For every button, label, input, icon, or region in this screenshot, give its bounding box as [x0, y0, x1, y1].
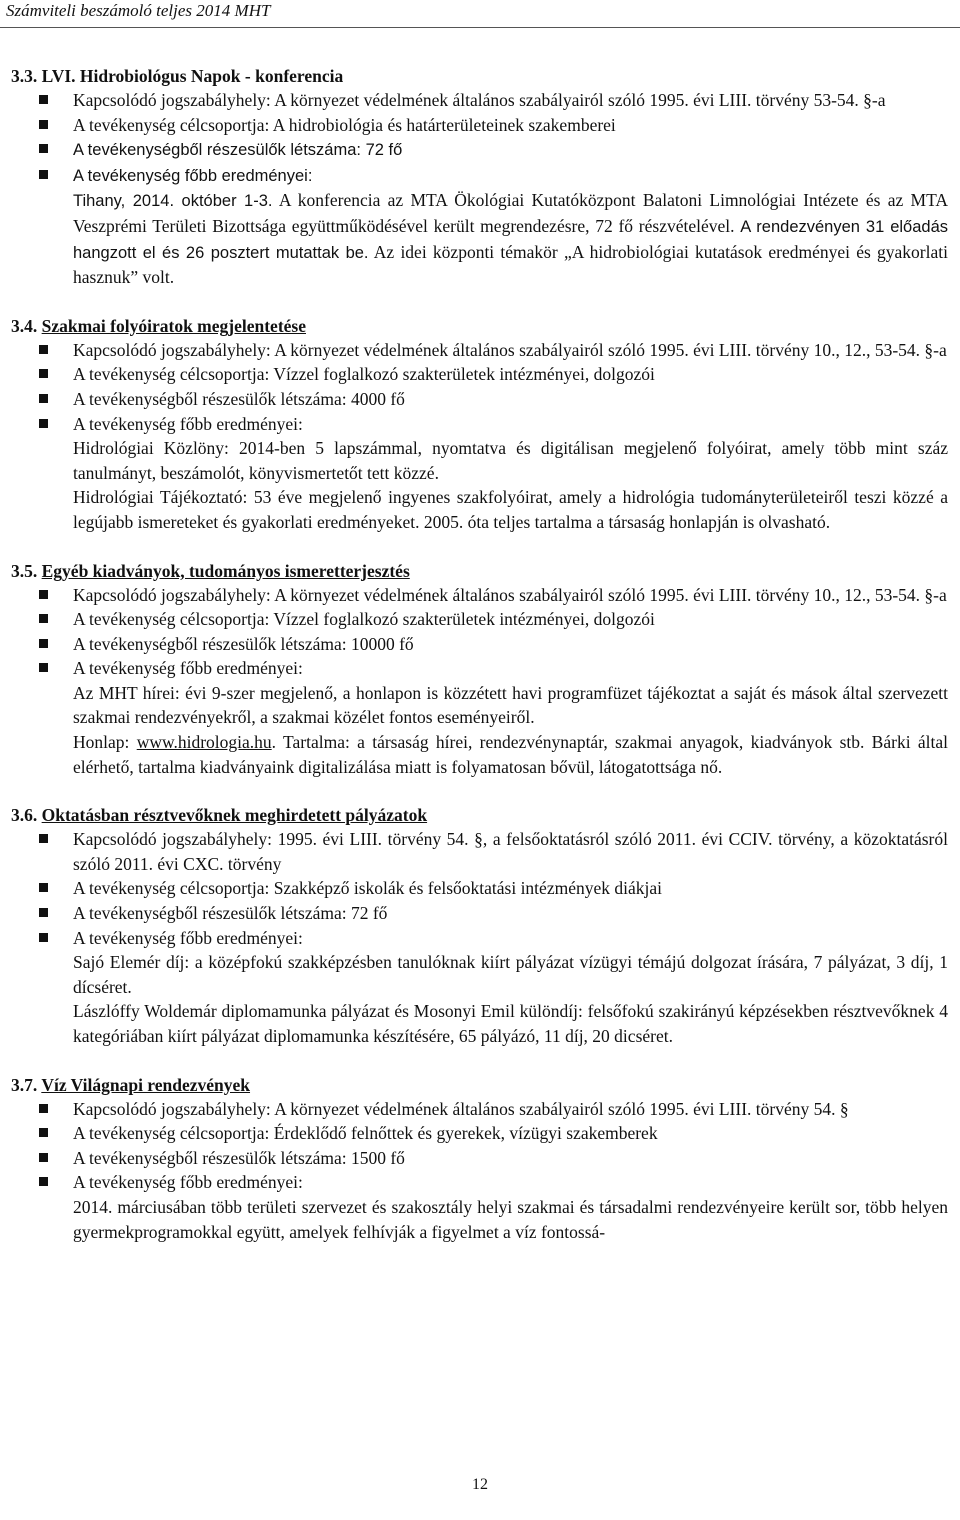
square-bullet-icon — [39, 1153, 48, 1162]
square-bullet-icon — [39, 590, 48, 599]
list-item — [8, 1146, 952, 1171]
item-list — [8, 827, 952, 950]
results-label: A tevékenység főbb eredményei: — [73, 413, 303, 434]
square-bullet-icon — [39, 1128, 48, 1137]
section-number: 3.7. — [11, 1074, 38, 1095]
section-3-5 — [8, 559, 952, 780]
running-header-title: Számviteli beszámoló teljes 2014 MHT — [6, 1, 271, 20]
spacer — [0, 1049, 960, 1073]
legal-basis-text: Kapcsolódó jogszabályhely: A környezet védelmének általános szabályairól szóló 1995. évi LIII. törvény 10., 12., 53-54. §-a — [73, 339, 947, 360]
square-bullet-icon — [39, 908, 48, 917]
results-text-3: Az idei központi témakör „A hidrobiológiai kutatások eredményei és gyakorlati hasznuk” volt. — [73, 241, 948, 288]
item-list — [8, 1097, 952, 1195]
section-heading — [8, 803, 952, 827]
list-item — [8, 338, 952, 363]
list-item — [8, 827, 952, 876]
running-header — [0, 0, 960, 28]
square-bullet-icon — [39, 834, 48, 843]
list-item — [8, 1121, 952, 1146]
list-item — [8, 113, 952, 138]
item-list — [8, 583, 952, 681]
square-bullet-icon — [39, 883, 48, 892]
results-paragraph: Hidrológiai Közlöny: 2014-ben 5 lapszámmal, nyomtatva és digitálisan megjelenő folyóirat, amely több mint száz tanulmányt, beszámolót, könyvismertetőt tett közzé. — [73, 438, 948, 483]
website-label: Honlap: — [73, 732, 137, 753]
participants-text: A tevékenységből részesülők létszáma: 72 fő — [73, 903, 388, 924]
square-bullet-icon — [39, 345, 48, 354]
legal-basis-text: Kapcsolódó jogszabályhely: 1995. évi LIII. törvény 54. §, a felsőoktatásról szóló 2011. évi CCIV. törvény, a közoktatásról szóló 2011. évi CXC. törvény — [73, 829, 948, 874]
results-text-2: A rendezvényen 31 előadás hangzott el és 26 posztert mutattak be. — [73, 217, 949, 262]
list-item — [8, 656, 952, 681]
list-item — [8, 137, 952, 163]
spacer — [0, 779, 960, 803]
list-item — [8, 412, 952, 437]
section-title: LVI. Hidrobiológus Napok - konferencia — [41, 66, 344, 86]
square-bullet-icon — [39, 639, 48, 648]
section-title: Oktatásban résztvevőknek meghirdetett pályázatok — [41, 805, 428, 826]
document-body — [0, 64, 960, 1244]
section-3-6 — [8, 803, 952, 1048]
item-list — [8, 338, 952, 436]
website-description: . Tartalma: a társaság hírei, rendezvénynaptár, szakmai anyagok, kiadványok stb. Bárki által elérhető, tartalma kiadványaink digitalizálása miatt is folyamatosan bővül, látogatottsága nő. — [73, 732, 948, 777]
target-group-text: A tevékenység célcsoportja: A hidrobiológia és határterületeinek szakemberei — [73, 114, 616, 135]
results-label: A tevékenység főbb eredményei: — [73, 658, 303, 679]
list-item — [8, 88, 952, 113]
square-bullet-icon — [39, 170, 48, 179]
results-paragraph: Hidrológiai Tájékoztató: 53 éve megjelenő ingyenes szakfolyóirat, amely a hidrológia tudományterületeiről teszi közzé a legújabb ismereteket és gyakorlati eredményeket. 2005. óta teljes tartalma a társaság honlapján is olvasható. — [73, 487, 948, 532]
target-group-text: A tevékenység célcsoportja: Vízzel foglalkozó szakterületek intézményei, dolgozói — [73, 609, 655, 630]
participants-text: A tevékenységből részesülők létszáma: 72 fő — [73, 141, 403, 160]
list-item — [8, 901, 952, 926]
list-item — [8, 362, 952, 387]
section-title: Víz Világnapi rendezvények — [41, 1074, 251, 1095]
square-bullet-icon — [39, 144, 48, 153]
legal-basis-text: Kapcsolódó jogszabályhely: A környezet védelmének általános szabályairól szóló 1995. évi LIII. törvény 54. § — [73, 1098, 849, 1119]
square-bullet-icon — [39, 1104, 48, 1113]
square-bullet-icon — [39, 663, 48, 672]
list-item — [8, 163, 952, 189]
section-heading — [8, 559, 952, 583]
section-title: Szakmai folyóiratok megjelentetése — [41, 315, 306, 336]
list-item — [8, 387, 952, 412]
list-item — [8, 1170, 952, 1195]
square-bullet-icon — [39, 394, 48, 403]
results-paragraph: Sajó Elemér díj: a középfokú szakképzésben tanulóknak kiírt pályázat vízügyi témájú dolgozat írására, 7 pályázat, 3 díj, 1 dícséret. — [73, 952, 948, 997]
square-bullet-icon — [39, 120, 48, 129]
event-date: Tihany, 2014. október 1-3. — [73, 192, 273, 211]
results-label: A tevékenység főbb eredményei: — [73, 1172, 303, 1193]
results-label: A tevékenység főbb eredményei: — [73, 927, 303, 948]
results-paragraph: Az MHT hírei: évi 9-szer megjelenő, a honlapon is közzétett havi programfüzet tájékoztat a saját és mások által szervezett szakmai rendezvényekről, a szakmai közélet fontos eseményeiről. — [73, 682, 948, 728]
square-bullet-icon — [39, 95, 48, 104]
section-title: Egyéb kiadványok, tudományos ismeretterjesztés — [41, 560, 410, 581]
page-number: 12 — [472, 1476, 488, 1493]
results-text: A konferencia az MTA Ökológiai Kutatóközpont Balatoni Limnológiai Intézete és az MTA Veszprémi Területi Bizottsága együttműködésével került megrendezésre, 72 fő részvételével. — [73, 190, 948, 236]
results-paragraph: Lászlóffy Woldemár diplomamunka pályázat és Mosonyi Emil különdíj: felsőfokú szakirányú képzésekben résztvevőknek 4 kategóriában kiírt pályázat diplomamunka készítésére, 65 pályázó, 11 díj, 20 dicséret. — [73, 1001, 948, 1046]
section-number: 3.4. — [11, 315, 38, 336]
spacer — [0, 535, 960, 559]
list-item — [8, 876, 952, 901]
list-item — [8, 607, 952, 632]
section-number: 3.3. — [11, 66, 38, 86]
target-group-text: A tevékenység célcsoportja: Szakképző iskolák és felsőoktatási intézmények diákjai — [73, 878, 662, 899]
section-number: 3.6. — [11, 805, 38, 826]
list-item — [8, 632, 952, 657]
square-bullet-icon — [39, 369, 48, 378]
section-3-3 — [8, 64, 952, 290]
section-heading — [8, 64, 952, 88]
participants-text: A tevékenységből részesülők létszáma: 4000 fő — [73, 388, 405, 409]
list-item — [8, 583, 952, 608]
item-list — [8, 88, 952, 188]
section-3-7 — [8, 1073, 952, 1245]
list-item — [8, 1097, 952, 1122]
results-paragraph — [8, 730, 952, 779]
results-paragraph: 2014. márciusában több területi szervezet és szakosztály helyi szakmai és társadalmi rendezvényeire került sor, több helyen gyermekprogramokkal együtt, amelyek felhívják a figyelmet a víz fontossá- — [73, 1196, 948, 1242]
legal-basis-text: Kapcsolódó jogszabályhely: A környezet védelmének általános szabályairól szóló 1995. évi LIII. törvény 10., 12., 53-54. §-a — [73, 584, 947, 605]
legal-basis-text: Kapcsolódó jogszabályhely: A környezet védelmének általános szabályairól szóló 1995. évi LIII. törvény 53-54. §-a — [73, 90, 886, 110]
participants-text: A tevékenységből részesülők létszáma: 10000 fő — [73, 633, 414, 654]
website-link[interactable]: www.hidrologia.hu — [136, 732, 272, 753]
target-group-text: A tevékenység célcsoportja: Érdeklődő felnőttek és gyerekek, vízügyi szakemberek — [73, 1123, 658, 1144]
target-group-text: A tevékenység célcsoportja: Vízzel foglalkozó szakterületek intézményei, dolgozói — [73, 364, 655, 385]
list-item — [8, 926, 952, 951]
section-number: 3.5. — [11, 560, 38, 581]
square-bullet-icon — [39, 933, 48, 942]
square-bullet-icon — [39, 419, 48, 428]
results-paragraph — [8, 188, 952, 289]
header-divider — [0, 27, 960, 28]
section-3-4 — [8, 314, 952, 535]
participants-text: A tevékenységből részesülők létszáma: 1500 fő — [73, 1147, 405, 1168]
results-label: A tevékenység főbb eredményei: — [73, 166, 313, 185]
square-bullet-icon — [39, 1177, 48, 1186]
square-bullet-icon — [39, 614, 48, 623]
section-heading — [8, 1073, 952, 1097]
spacer — [0, 290, 960, 314]
section-heading — [8, 314, 952, 338]
